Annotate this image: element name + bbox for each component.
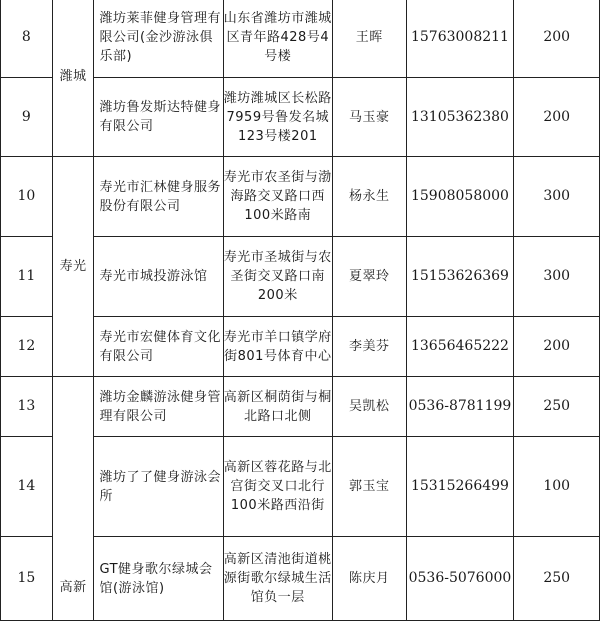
contact-person: 吴凯松 — [348, 399, 390, 414]
venue-name-cell — [94, 537, 223, 621]
district-cell — [52, 0, 94, 157]
address-cell — [223, 157, 332, 237]
venue-name-cell — [94, 377, 223, 437]
venue-name: 潍坊莱菲健身管理有限公司(金沙游泳俱乐部) — [99, 10, 221, 64]
amount-value: 100 — [543, 478, 571, 494]
venue-name-cell — [94, 78, 223, 157]
amount-cell — [514, 537, 600, 621]
address-cell — [223, 377, 332, 437]
venue-address: 寿光市圣城街与农圣街交叉路口南200米 — [223, 250, 332, 303]
address-cell — [223, 237, 332, 317]
district-cell — [52, 377, 94, 621]
contact-phone: 0536-8781199 — [408, 398, 512, 414]
row-number-cell — [1, 437, 53, 537]
contact-person: 马玉豪 — [348, 109, 390, 125]
district-label: 高新 — [59, 580, 87, 595]
amount-value: 300 — [543, 188, 571, 204]
contact-phone: 15153626369 — [410, 268, 509, 284]
venue-name: 潍坊了了健身游泳会所 — [99, 469, 221, 504]
venue-address: 高新区桐荫街与桐北路口北侧 — [223, 389, 332, 424]
address-cell — [223, 437, 332, 537]
contact-cell — [333, 0, 407, 78]
venue-name-cell — [94, 237, 223, 317]
venue-name: 寿光市宏健体育文化有限公司 — [99, 329, 221, 364]
contact-person: 夏翠玲 — [348, 269, 390, 284]
amount-value: 200 — [543, 108, 571, 125]
amount-cell — [514, 78, 600, 157]
district-label: 潍城 — [59, 68, 87, 84]
venue-name: GT健身歌尔绿城会馆(游泳馆) — [99, 561, 213, 596]
venue-name: 寿光市城投游泳馆 — [99, 269, 208, 284]
amount-cell — [514, 0, 600, 78]
amount-value: 200 — [543, 338, 571, 354]
venue-name: 寿光市汇林健身服务股份有限公司 — [99, 179, 221, 214]
address-cell — [223, 317, 332, 377]
contact-person: 陈庆月 — [348, 571, 390, 586]
row-number: 9 — [21, 108, 31, 125]
row-number: 15 — [17, 570, 36, 586]
contact-cell — [333, 78, 407, 157]
contact-phone: 15763008211 — [410, 28, 509, 45]
venue-address: 潍坊潍城区长松路7959号鲁发名城123号楼201 — [223, 90, 332, 144]
address-cell — [223, 0, 332, 78]
row-number-cell — [1, 537, 53, 621]
contact-cell — [333, 437, 407, 537]
district-cell — [52, 157, 94, 377]
contact-person: 杨永生 — [348, 189, 390, 204]
row-number: 12 — [17, 338, 36, 354]
contact-phone: 0536-5076000 — [408, 570, 512, 586]
venue-address: 山东省潍坊市潍城区青年路428号4号楼 — [223, 10, 332, 64]
row-number-cell — [1, 78, 53, 157]
contact-cell — [333, 377, 407, 437]
venue-name-cell — [94, 317, 223, 377]
venue-address: 寿光市农圣街与渤海路交叉路口西100米路南 — [223, 170, 332, 223]
contact-person: 王晖 — [355, 29, 383, 45]
row-number-cell — [1, 317, 53, 377]
row-number: 14 — [17, 478, 36, 494]
contact-phone: 13656465222 — [410, 338, 509, 354]
amount-cell — [514, 157, 600, 237]
row-number: 8 — [21, 28, 31, 45]
row-number-cell — [1, 377, 53, 437]
amount-cell — [514, 317, 600, 377]
contact-person: 郭玉宝 — [348, 479, 390, 494]
table-row — [1, 377, 600, 437]
row-number-cell — [1, 0, 53, 78]
phone-cell — [406, 0, 514, 78]
venue-address: 高新区蓉花路与北宫街交叉口北行100米路西沿街 — [223, 460, 332, 513]
venue-name-cell — [94, 437, 223, 537]
phone-cell — [406, 317, 514, 377]
row-number: 11 — [17, 268, 36, 284]
contact-cell — [333, 537, 407, 621]
amount-value: 300 — [543, 268, 571, 284]
phone-cell — [406, 157, 514, 237]
amount-cell — [514, 437, 600, 537]
contact-cell — [333, 157, 407, 237]
row-number-cell — [1, 157, 53, 237]
phone-cell — [406, 437, 514, 537]
district-label: 寿光 — [59, 258, 87, 274]
contact-phone: 13105362380 — [410, 108, 509, 125]
venue-name-cell — [94, 0, 223, 78]
amount-value: 250 — [543, 570, 571, 586]
phone-cell — [406, 237, 514, 317]
contact-cell — [333, 317, 407, 377]
venue-address: 高新区清池街道桃源街歌尔绿城生活馆负一层 — [223, 552, 332, 605]
phone-cell — [406, 78, 514, 157]
amount-cell — [514, 237, 600, 317]
contact-person: 李美芬 — [348, 339, 390, 354]
amount-cell — [514, 377, 600, 437]
contact-cell — [333, 237, 407, 317]
phone-cell — [406, 537, 514, 621]
phone-cell — [406, 377, 514, 437]
venue-name: 潍坊鲁发斯达特健身有限公司 — [99, 100, 221, 134]
venue-address: 寿光市羊口镇学府街801号体育中心 — [223, 329, 332, 364]
address-cell — [223, 78, 332, 157]
table-row — [1, 157, 600, 237]
row-number-cell — [1, 237, 53, 317]
contact-phone: 15315266499 — [410, 478, 509, 494]
address-cell — [223, 537, 332, 621]
contact-phone: 15908058000 — [410, 188, 509, 204]
table-row — [1, 0, 600, 78]
row-number: 10 — [17, 188, 36, 204]
venue-name: 潍坊金麟游泳健身管理有限公司 — [99, 389, 221, 424]
amount-value: 250 — [543, 398, 571, 414]
amount-value: 200 — [543, 28, 571, 45]
venue-name-cell — [94, 157, 223, 237]
row-number: 13 — [17, 398, 36, 414]
